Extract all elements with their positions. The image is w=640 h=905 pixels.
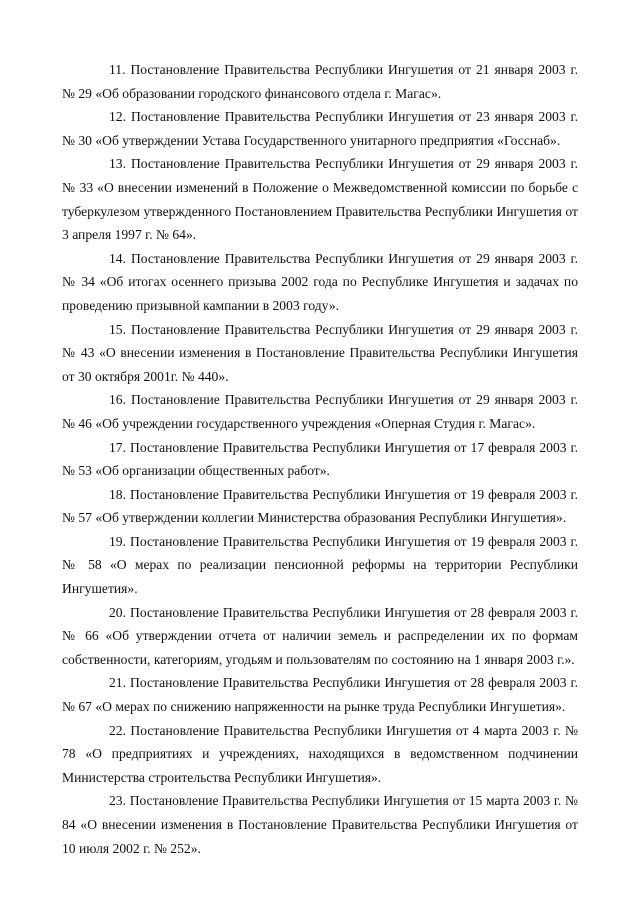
item-text: Постановление Правительства Республики Ингушетия от 17 февраля 2003 г. № 53 «Об организации общественных работ». [62, 439, 578, 479]
item-number: 19. [109, 533, 126, 549]
item-number: 11. [109, 62, 126, 77]
item-number: 14. [109, 250, 126, 266]
item-number: 15. [109, 321, 126, 337]
list-item-16 [62, 388, 578, 435]
document-page [62, 58, 578, 860]
item-text: Постановление Правительства Республики Ингушетия от 28 февраля 2003 г. № 66 «Об утверждении отчета от наличии земель и распределении их по формам собственности, категориям, угодьям и пользователям по состоянию на 1 января 2003 г.». [62, 604, 578, 667]
item-number: 21. [109, 675, 126, 691]
list-item-19 [62, 530, 578, 601]
list-item-12 [62, 105, 578, 152]
list-item-15 [62, 318, 578, 389]
item-number: 13. [109, 156, 126, 172]
item-text: Постановление Правительства Республики Ингушетия от 19 февраля 2003 г. № 57 «Об утверждении коллегии Министерства образования Республики Ингушетия». [62, 486, 578, 526]
list-item-21 [62, 671, 578, 718]
list-item-22 [62, 719, 578, 790]
item-text: Постановление Правительства Республики Ингушетия от 15 марта 2003 г. № 84 «О внесении изменения в Постановление Правительства Республики Ингушетия от 10 июля 2002 г. № 252». [62, 793, 578, 856]
list-item-11 [62, 58, 578, 105]
item-text: Постановление Правительства Республики Ингушетия от 29 января 2003 г. № 34 «Об итогах осеннего призыва 2002 года по Республике Ингушетия и задачах по проведению призывной кампании в 2003 году». [62, 250, 579, 313]
list-item-17 [62, 436, 578, 483]
item-text: Постановление Правительства Республики Ингушетия от 29 января 2003 г. № 46 «Об учреждении государственного учреждения «Оперная Студия г. Магас». [62, 392, 579, 431]
list-item-13 [62, 152, 578, 246]
item-number: 12. [109, 109, 126, 125]
item-text: Постановление Правительства Республики Ингушетия от 19 февраля 2003 г. № 58 «О мерах по реализации пенсионной реформы на территории Республики Ингушетия». [62, 533, 578, 597]
item-number: 17. [109, 439, 126, 455]
item-number: 20. [109, 604, 126, 620]
item-text: Постановление Правительства Республики Ингушетия от 21 января 2003 г. № 29 «Об образовании городского финансового отдела г. Магас». [62, 62, 578, 101]
item-number: 16. [109, 392, 126, 408]
item-text: Постановление Правительства Республики Ингушетия от 29 января 2003 г. № 33 «О внесении изменений в Положение о Межведомственной комиссии по борьбе с туберкулезом утвержденного Постановлением Правительства Республики Ингушетия от 3 апреля 1997 г. № 64». [62, 156, 579, 243]
item-text: Постановление Правительства Республики Ингушетия от 29 января 2003 г. № 43 «О внесении изменения в Постановление Правительства Республики Ингушетия от 30 октября 2001г. № 440». [62, 321, 579, 384]
item-number: 22. [109, 722, 126, 738]
list-item-20 [62, 601, 578, 672]
item-text: Постановление Правительства Республики Ингушетия от 4 марта 2003 г. № 78 «О предприятиях и учреждениях, находящихся в ведомственном подчинении Министерства строительства Республики Ингушетия». [62, 722, 578, 785]
item-text: Постановление Правительства Республики Ингушетия от 23 января 2003 г. № 30 «Об утверждении Устава Государственного унитарного предприятия «Госснаб». [62, 109, 579, 148]
list-item-23 [62, 789, 578, 860]
item-number: 23. [109, 793, 126, 809]
list-item-18 [62, 483, 578, 530]
item-text: Постановление Правительства Республики Ингушетия от 28 февраля 2003 г. № 67 «О мерах по снижению напряженности на рынке труда Республики Ингушетия». [62, 675, 578, 715]
list-item-14 [62, 247, 578, 318]
item-number: 18. [109, 486, 126, 502]
